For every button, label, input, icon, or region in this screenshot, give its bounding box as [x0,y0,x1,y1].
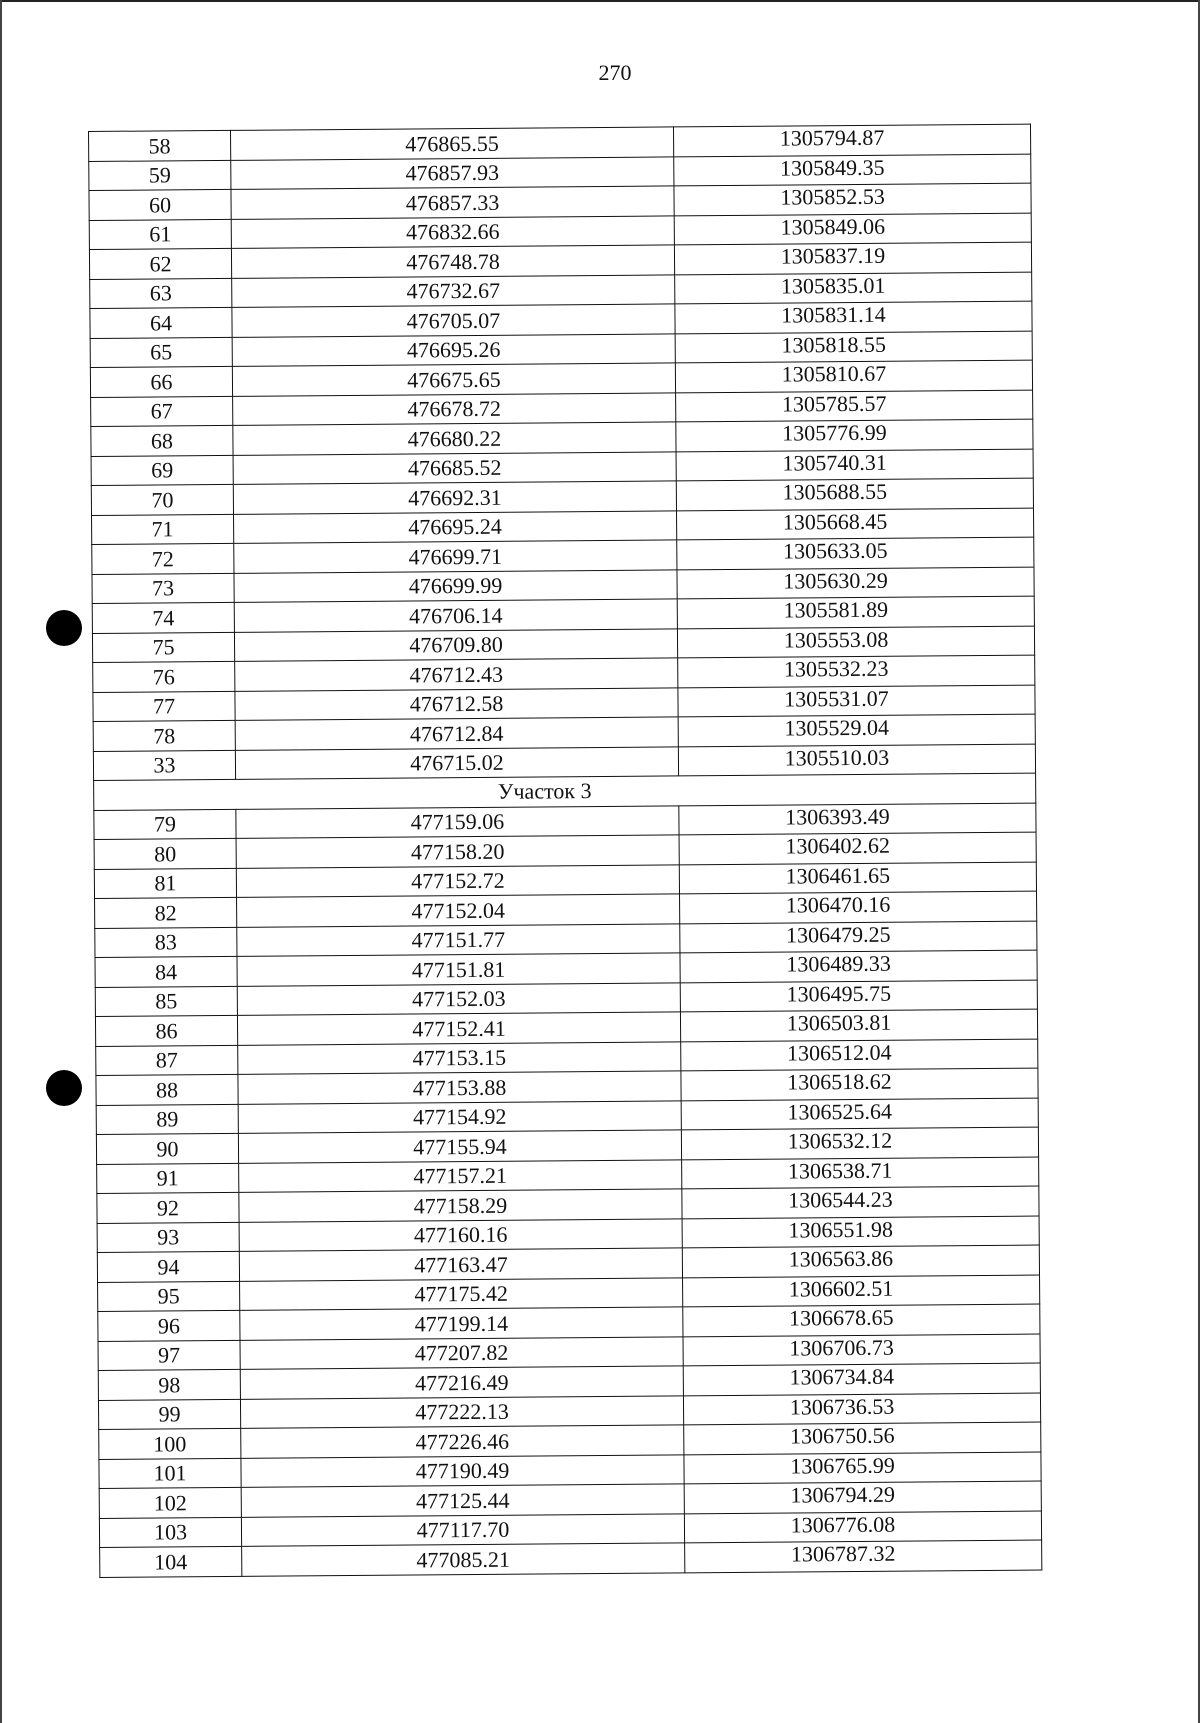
point-number-cell: 99 [98,1399,240,1430]
y-coordinate-cell: 1305785.57 [676,390,1033,422]
x-coordinate-cell: 477160.16 [239,1218,682,1251]
point-number-cell: 102 [99,1487,241,1518]
y-coordinate-cell: 1305835.01 [675,272,1032,304]
y-coordinate-cell: 1305510.03 [678,744,1035,776]
point-number-cell: 88 [96,1074,238,1105]
y-coordinate-cell: 1305668.45 [676,508,1033,540]
point-number-cell: 97 [98,1340,240,1371]
x-coordinate-cell: 476748.78 [231,245,674,278]
coordinates-table [88,124,1042,1578]
x-coordinate-cell: 476678.72 [233,392,676,425]
coordinates-table-body-part1 [89,124,1036,780]
y-coordinate-cell: 1306538.71 [682,1157,1039,1189]
y-coordinate-cell: 1306470.16 [680,891,1037,923]
point-number-cell: 89 [96,1104,238,1135]
x-coordinate-cell: 477125.44 [241,1484,684,1517]
table-row [100,1540,1042,1577]
y-coordinate-cell: 1306503.81 [680,1009,1037,1041]
point-number-cell: 63 [90,278,232,309]
point-number-cell: 62 [89,248,231,279]
page-edge-top [0,0,1200,2]
x-coordinate-cell: 477152.03 [237,982,680,1015]
x-coordinate-cell: 477190.49 [241,1454,684,1487]
point-number-cell: 84 [95,956,237,987]
point-number-cell: 92 [97,1192,239,1223]
y-coordinate-cell: 1305740.31 [676,449,1033,481]
x-coordinate-cell: 477155.94 [238,1130,681,1163]
point-number-cell: 64 [90,307,232,338]
x-coordinate-cell: 477152.41 [237,1012,680,1045]
y-coordinate-cell: 1305831.14 [675,301,1032,333]
point-number-cell: 71 [92,514,234,545]
x-coordinate-cell: 476695.24 [234,510,677,543]
y-coordinate-cell: 1306678.65 [683,1304,1040,1336]
x-coordinate-cell: 477151.81 [237,953,680,986]
x-coordinate-cell: 477154.92 [238,1100,681,1133]
y-coordinate-cell: 1305553.08 [677,626,1034,658]
point-number-cell: 95 [98,1281,240,1312]
binder-hole-mark [46,1070,82,1106]
point-number-cell: 67 [91,396,233,427]
x-coordinate-cell: 477159.06 [236,805,679,838]
point-number-cell: 86 [95,1015,237,1046]
point-number-cell: 100 [99,1428,241,1459]
x-coordinate-cell: 477153.88 [238,1071,681,1104]
point-number-cell: 66 [90,366,232,397]
point-number-cell: 93 [97,1222,239,1253]
y-coordinate-cell: 1306479.25 [680,921,1037,953]
x-coordinate-cell: 476706.14 [234,599,677,632]
y-coordinate-cell: 1305852.53 [674,183,1031,215]
y-coordinate-cell: 1306551.98 [682,1216,1039,1248]
y-coordinate-cell: 1306736.53 [683,1393,1040,1425]
y-coordinate-cell: 1306544.23 [682,1186,1039,1218]
point-number-cell: 58 [89,130,231,161]
y-coordinate-cell: 1305581.89 [677,596,1034,628]
y-coordinate-cell: 1306461.65 [679,862,1036,894]
point-number-cell: 33 [93,750,235,781]
x-coordinate-cell: 477175.42 [240,1277,683,1310]
point-number-cell: 73 [92,573,234,604]
x-coordinate-cell: 477226.46 [241,1425,684,1458]
point-number-cell: 78 [93,720,235,751]
point-number-cell: 98 [98,1369,240,1400]
binder-hole-mark [46,610,82,646]
y-coordinate-cell: 1306734.84 [683,1363,1040,1395]
y-coordinate-cell: 1306518.62 [681,1068,1038,1100]
y-coordinate-cell: 1306532.12 [681,1127,1038,1159]
x-coordinate-cell: 477152.04 [237,894,680,927]
x-coordinate-cell: 476705.07 [232,304,675,337]
y-coordinate-cell: 1305810.67 [675,360,1032,392]
point-number-cell: 69 [91,455,233,486]
y-coordinate-cell: 1305633.05 [677,537,1034,569]
y-coordinate-cell: 1305531.07 [678,685,1035,717]
x-coordinate-cell: 476712.43 [235,658,678,691]
point-number-cell: 74 [92,602,234,633]
y-coordinate-cell: 1305630.29 [677,567,1034,599]
y-coordinate-cell: 1306393.49 [679,803,1036,835]
point-number-cell: 65 [90,337,232,368]
y-coordinate-cell: 1305837.19 [674,242,1031,274]
y-coordinate-cell: 1306495.75 [680,980,1037,1012]
x-coordinate-cell: 477199.14 [240,1307,683,1340]
x-coordinate-cell: 476712.58 [235,687,678,720]
point-number-cell: 75 [92,632,234,663]
point-number-cell: 68 [91,425,233,456]
x-coordinate-cell: 477158.29 [239,1189,682,1222]
x-coordinate-cell: 477157.21 [239,1159,682,1192]
x-coordinate-cell: 477152.72 [236,864,679,897]
x-coordinate-cell: 476709.80 [234,628,677,661]
x-coordinate-cell: 477117.70 [241,1513,684,1546]
coordinates-table-body-part2 [94,803,1042,1577]
x-coordinate-cell: 477207.82 [240,1336,683,1369]
y-coordinate-cell: 1305794.87 [673,124,1030,156]
x-coordinate-cell: 477163.47 [239,1248,682,1281]
x-coordinate-cell: 476865.55 [230,127,673,160]
point-number-cell: 82 [95,897,237,928]
y-coordinate-cell: 1306794.29 [684,1481,1041,1513]
y-coordinate-cell: 1305529.04 [678,714,1035,746]
point-number-cell: 77 [93,691,235,722]
x-coordinate-cell: 476692.31 [233,481,676,514]
x-coordinate-cell: 476857.33 [231,186,674,219]
x-coordinate-cell: 477222.13 [240,1395,683,1428]
page-number: 270 [598,60,632,85]
point-number-cell: 59 [89,160,231,191]
y-coordinate-cell: 1305688.55 [676,478,1033,510]
y-coordinate-cell: 1306787.32 [685,1540,1042,1572]
y-coordinate-cell: 1306512.04 [681,1039,1038,1071]
x-coordinate-cell: 477216.49 [240,1366,683,1399]
x-coordinate-cell: 476680.22 [233,422,676,455]
point-number-cell: 91 [97,1163,239,1194]
point-number-cell: 70 [91,484,233,515]
point-number-cell: 90 [96,1133,238,1164]
x-coordinate-cell: 476699.71 [234,540,677,573]
point-number-cell: 103 [99,1517,241,1548]
y-coordinate-cell: 1306765.99 [684,1452,1041,1484]
point-number-cell: 83 [95,927,237,958]
y-coordinate-cell: 1306602.51 [683,1275,1040,1307]
y-coordinate-cell: 1306776.08 [684,1511,1041,1543]
x-coordinate-cell: 476857.93 [231,156,674,189]
page-edge-left [0,0,2,1723]
x-coordinate-cell: 476699.99 [234,569,677,602]
x-coordinate-cell: 476675.65 [232,363,675,396]
y-coordinate-cell: 1305532.23 [678,655,1035,687]
x-coordinate-cell: 476715.02 [235,746,678,779]
point-number-cell: 61 [89,219,231,250]
point-number-cell: 60 [89,189,231,220]
y-coordinate-cell: 1306489.33 [680,950,1037,982]
point-number-cell: 80 [94,838,236,869]
y-coordinate-cell: 1306525.64 [681,1098,1038,1130]
x-coordinate-cell: 477153.15 [238,1041,681,1074]
x-coordinate-cell: 476712.84 [235,717,678,750]
y-coordinate-cell: 1305818.55 [675,331,1032,363]
point-number-cell: 96 [98,1310,240,1341]
point-number-cell: 104 [100,1546,242,1577]
point-number-cell: 79 [94,809,236,840]
y-coordinate-cell: 1305849.35 [674,154,1031,186]
point-number-cell: 72 [92,543,234,574]
y-coordinate-cell: 1305849.06 [674,213,1031,245]
x-coordinate-cell: 477158.20 [236,835,679,868]
point-number-cell: 85 [95,986,237,1017]
point-number-cell: 81 [94,868,236,899]
point-number-cell: 94 [97,1251,239,1282]
point-number-cell: 101 [99,1458,241,1489]
y-coordinate-cell: 1306750.56 [684,1422,1041,1454]
x-coordinate-cell: 476732.67 [232,274,675,307]
x-coordinate-cell: 476695.26 [232,333,675,366]
x-coordinate-cell: 477151.77 [237,923,680,956]
x-coordinate-cell: 477085.21 [242,1543,685,1576]
point-number-cell: 76 [93,661,235,692]
y-coordinate-cell: 1306402.62 [679,832,1036,864]
x-coordinate-cell: 476685.52 [233,451,676,484]
section-title: Участок 3 [94,773,1036,810]
x-coordinate-cell: 476832.66 [231,215,674,248]
point-number-cell: 87 [96,1045,238,1076]
y-coordinate-cell: 1306563.86 [682,1245,1039,1277]
y-coordinate-cell: 1305776.99 [676,419,1033,451]
y-coordinate-cell: 1306706.73 [683,1334,1040,1366]
